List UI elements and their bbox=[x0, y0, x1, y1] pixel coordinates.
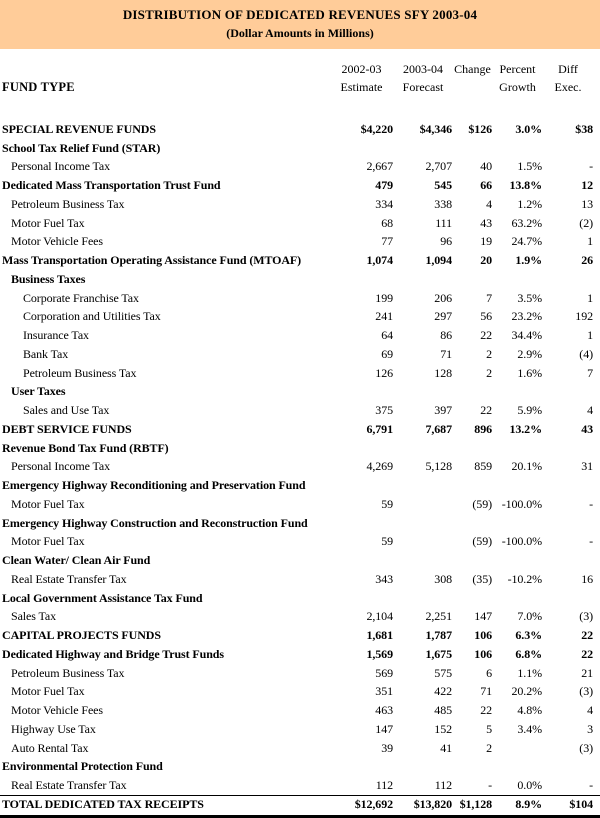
table-row bbox=[0, 533, 600, 552]
cell-change: 106 bbox=[474, 646, 492, 661]
cell-percent-growth: 1.1% bbox=[517, 665, 542, 680]
cell-estimate: 463 bbox=[375, 703, 393, 718]
cell-percent-growth: -100.0% bbox=[501, 534, 542, 549]
cell-percent-growth: 24.7% bbox=[511, 234, 542, 249]
row-label: Insurance Tax bbox=[23, 328, 89, 343]
cell-change: 4 bbox=[486, 196, 492, 211]
cell-change: 106 bbox=[474, 628, 492, 643]
table-row bbox=[0, 683, 600, 702]
col-header-line2: Estimate bbox=[340, 80, 383, 94]
cell-percent-growth: 1.5% bbox=[517, 159, 542, 174]
col-header-diff-exec bbox=[543, 60, 598, 96]
cell-diff-exec: 43 bbox=[581, 421, 593, 436]
row-label: Dedicated Mass Transportation Trust Fund bbox=[2, 178, 221, 193]
row-label: Corporate Franchise Tax bbox=[23, 290, 139, 305]
cell-estimate: 59 bbox=[381, 534, 393, 549]
cell-diff-exec: 1 bbox=[587, 290, 593, 305]
table-row bbox=[0, 795, 600, 814]
data-table bbox=[0, 120, 600, 814]
row-label: Mass Transportation Operating Assistance Fund (MTOAF) bbox=[2, 253, 302, 268]
cell-estimate: 375 bbox=[375, 403, 393, 418]
cell-diff-exec: - bbox=[589, 159, 593, 174]
cell-forecast: 152 bbox=[434, 721, 452, 736]
cell-percent-growth: 34.4% bbox=[511, 328, 542, 343]
row-label: User Taxes bbox=[11, 384, 66, 399]
table-row bbox=[0, 308, 600, 327]
fund-type-header: FUND TYPE bbox=[2, 80, 75, 94]
cell-forecast: 485 bbox=[434, 703, 452, 718]
cell-diff-exec: 22 bbox=[581, 646, 593, 661]
table-row bbox=[0, 158, 600, 177]
cell-forecast: 422 bbox=[434, 684, 452, 699]
cell-diff-exec: (3) bbox=[579, 740, 593, 755]
row-label: Highway Use Tax bbox=[11, 721, 96, 736]
cell-percent-growth: 1.6% bbox=[517, 365, 542, 380]
table-row bbox=[0, 551, 600, 570]
cell-percent-growth: 3.5% bbox=[517, 290, 542, 305]
cell-percent-growth: 20.1% bbox=[511, 459, 542, 474]
cell-diff-exec: - bbox=[589, 778, 593, 793]
cell-change: 859 bbox=[474, 459, 492, 474]
cell-forecast: 1,675 bbox=[425, 646, 452, 661]
table-row bbox=[0, 139, 600, 158]
cell-change: 147 bbox=[474, 609, 492, 624]
cell-change: 5 bbox=[486, 721, 492, 736]
cell-forecast: 338 bbox=[434, 196, 452, 211]
cell-percent-growth: 7.0% bbox=[517, 609, 542, 624]
cell-diff-exec: 13 bbox=[581, 196, 593, 211]
col-header-line1: 2002-03 bbox=[341, 62, 382, 76]
table-row bbox=[0, 720, 600, 739]
cell-forecast: 111 bbox=[435, 215, 452, 230]
cell-estimate: 4,269 bbox=[366, 459, 393, 474]
cell-change: $126 bbox=[468, 121, 492, 136]
column-headers bbox=[0, 60, 600, 96]
cell-diff-exec: 3 bbox=[587, 721, 593, 736]
cell-percent-growth: 1.9% bbox=[515, 253, 542, 268]
cell-percent-growth: 2.9% bbox=[517, 346, 542, 361]
cell-change: (35) bbox=[472, 571, 492, 586]
table-row bbox=[0, 458, 600, 477]
table-row bbox=[0, 664, 600, 683]
cell-estimate: 64 bbox=[381, 328, 393, 343]
cell-diff-exec: 16 bbox=[581, 571, 593, 586]
row-label: Revenue Bond Tax Fund (RBTF) bbox=[2, 440, 169, 455]
report-title: DISTRIBUTION OF DEDICATED REVENUES SFY 2003-04 bbox=[122, 7, 478, 22]
cell-diff-exec: 21 bbox=[581, 665, 593, 680]
cell-estimate: 2,667 bbox=[366, 159, 393, 174]
cell-diff-exec: 12 bbox=[581, 178, 593, 193]
row-label: Petroleum Business Tax bbox=[11, 665, 125, 680]
table-row bbox=[0, 739, 600, 758]
table-row bbox=[0, 345, 600, 364]
cell-forecast: 71 bbox=[440, 346, 452, 361]
cell-estimate: 479 bbox=[375, 178, 393, 193]
cell-estimate: 112 bbox=[375, 778, 393, 793]
table-row bbox=[0, 420, 600, 439]
table-row bbox=[0, 476, 600, 495]
cell-diff-exec: (4) bbox=[579, 346, 593, 361]
cell-diff-exec: - bbox=[589, 534, 593, 549]
row-label: Motor Fuel Tax bbox=[11, 496, 85, 511]
col-header-line2 bbox=[453, 78, 492, 96]
row-label: Real Estate Transfer Tax bbox=[11, 571, 127, 586]
cell-forecast: 7,687 bbox=[425, 421, 452, 436]
row-label: Environmental Protection Fund bbox=[2, 759, 163, 774]
cell-forecast: $13,820 bbox=[413, 797, 452, 812]
cell-change: 56 bbox=[480, 309, 492, 324]
row-label: Auto Rental Tax bbox=[11, 740, 89, 755]
table-row bbox=[0, 701, 600, 720]
row-label: Local Government Assistance Tax Fund bbox=[2, 590, 203, 605]
cell-percent-growth: 6.3% bbox=[515, 628, 542, 643]
cell-estimate: 343 bbox=[375, 571, 393, 586]
cell-change: $1,128 bbox=[459, 797, 492, 812]
row-label: Emergency Highway Reconditioning and Preservation Fund bbox=[2, 478, 306, 493]
cell-forecast: 41 bbox=[440, 740, 452, 755]
row-label: CAPITAL PROJECTS FUNDS bbox=[2, 628, 161, 643]
cell-estimate: $12,692 bbox=[354, 797, 393, 812]
cell-forecast: 2,251 bbox=[425, 609, 452, 624]
table-row bbox=[0, 776, 600, 795]
table-row bbox=[0, 626, 600, 645]
col-header-estimate bbox=[330, 60, 394, 96]
row-label: Sales Tax bbox=[11, 609, 57, 624]
row-label: Corporation and Utilities Tax bbox=[23, 309, 161, 324]
cell-diff-exec: (3) bbox=[579, 684, 593, 699]
table-row bbox=[0, 401, 600, 420]
table-row bbox=[0, 176, 600, 195]
col-header-percent-growth bbox=[493, 60, 543, 96]
row-label: Real Estate Transfer Tax bbox=[11, 778, 127, 793]
cell-percent-growth: -100.0% bbox=[501, 496, 542, 511]
cell-forecast: 206 bbox=[434, 290, 452, 305]
cell-percent-growth: -10.2% bbox=[507, 571, 542, 586]
table-row bbox=[0, 383, 600, 402]
row-label: Motor Fuel Tax bbox=[11, 684, 85, 699]
cell-forecast: 5,128 bbox=[425, 459, 452, 474]
cell-forecast: 397 bbox=[434, 403, 452, 418]
cell-change: 66 bbox=[480, 178, 492, 193]
row-label: School Tax Relief Fund (STAR) bbox=[2, 140, 161, 155]
col-header-line2: Growth bbox=[499, 80, 536, 94]
cell-diff-exec: $104 bbox=[569, 797, 593, 812]
cell-percent-growth: 4.8% bbox=[517, 703, 542, 718]
cell-estimate: $4,220 bbox=[360, 121, 393, 136]
cell-estimate: 569 bbox=[375, 665, 393, 680]
cell-estimate: 334 bbox=[375, 196, 393, 211]
cell-forecast: 2,707 bbox=[425, 159, 452, 174]
row-label: Sales and Use Tax bbox=[23, 403, 110, 418]
table-row bbox=[0, 289, 600, 308]
cell-estimate: 147 bbox=[375, 721, 393, 736]
row-label: SPECIAL REVENUE FUNDS bbox=[2, 121, 156, 136]
table-row bbox=[0, 608, 600, 627]
cell-forecast: 575 bbox=[434, 665, 452, 680]
title-band bbox=[0, 0, 600, 49]
table-row bbox=[0, 214, 600, 233]
cell-diff-exec: 7 bbox=[587, 365, 593, 380]
cell-change: 22 bbox=[480, 328, 492, 343]
cell-estimate: 77 bbox=[381, 234, 393, 249]
report-subtitle: (Dollar Amounts in Millions) bbox=[226, 26, 374, 40]
row-label: TOTAL DEDICATED TAX RECEIPTS bbox=[2, 797, 204, 812]
row-label: Petroleum Business Tax bbox=[11, 196, 125, 211]
cell-percent-growth: 23.2% bbox=[511, 309, 542, 324]
cell-estimate: 6,791 bbox=[366, 421, 393, 436]
row-label: Motor Vehicle Fees bbox=[11, 234, 103, 249]
cell-percent-growth: 5.9% bbox=[517, 403, 542, 418]
cell-estimate: 39 bbox=[381, 740, 393, 755]
cell-percent-growth: 63.2% bbox=[511, 215, 542, 230]
table-row bbox=[0, 326, 600, 345]
cell-diff-exec: 1 bbox=[587, 234, 593, 249]
cell-estimate: 68 bbox=[381, 215, 393, 230]
row-label: Petroleum Business Tax bbox=[23, 365, 137, 380]
cell-diff-exec: 31 bbox=[581, 459, 593, 474]
cell-change: 7 bbox=[486, 290, 492, 305]
cell-change: (59) bbox=[472, 496, 492, 511]
table-row bbox=[0, 570, 600, 589]
col-header-line1: Percent bbox=[499, 62, 536, 76]
cell-change: 2 bbox=[486, 365, 492, 380]
col-header-change bbox=[453, 60, 493, 96]
cell-percent-growth: 3.4% bbox=[517, 721, 542, 736]
col-header-line2: Exec. bbox=[554, 80, 582, 94]
cell-percent-growth: 0.0% bbox=[517, 778, 542, 793]
cell-change: - bbox=[488, 778, 492, 793]
cell-estimate: 1,074 bbox=[366, 253, 393, 268]
cell-change: (59) bbox=[472, 534, 492, 549]
cell-forecast: $4,346 bbox=[419, 121, 452, 136]
cell-diff-exec: (3) bbox=[579, 609, 593, 624]
cell-forecast: 112 bbox=[434, 778, 452, 793]
row-label: Clean Water/ Clean Air Fund bbox=[2, 553, 151, 568]
cell-diff-exec: 192 bbox=[575, 309, 593, 324]
cell-estimate: 59 bbox=[381, 496, 393, 511]
row-label: Motor Fuel Tax bbox=[11, 215, 85, 230]
cell-percent-growth: 6.8% bbox=[515, 646, 542, 661]
row-label: Motor Vehicle Fees bbox=[11, 703, 103, 718]
cell-change: 2 bbox=[486, 346, 492, 361]
table-bottom-rule bbox=[0, 815, 600, 818]
cell-forecast: 1,094 bbox=[425, 253, 452, 268]
cell-percent-growth: 13.8% bbox=[509, 178, 542, 193]
row-label: Dedicated Highway and Bridge Trust Funds bbox=[2, 646, 224, 661]
cell-diff-exec: 26 bbox=[581, 253, 593, 268]
row-label: Motor Fuel Tax bbox=[11, 534, 85, 549]
table-row bbox=[0, 439, 600, 458]
row-label: Business Taxes bbox=[11, 271, 86, 286]
cell-forecast: 297 bbox=[434, 309, 452, 324]
table-row bbox=[0, 645, 600, 664]
cell-estimate: 126 bbox=[375, 365, 393, 380]
cell-forecast: 128 bbox=[434, 365, 452, 380]
cell-estimate: 1,681 bbox=[366, 628, 393, 643]
cell-change: 22 bbox=[480, 703, 492, 718]
col-header-line1: Change bbox=[454, 62, 491, 76]
cell-estimate: 2,104 bbox=[366, 609, 393, 624]
table-row bbox=[0, 270, 600, 289]
cell-change: 22 bbox=[480, 403, 492, 418]
table-row bbox=[0, 195, 600, 214]
cell-estimate: 1,569 bbox=[366, 646, 393, 661]
col-header-forecast bbox=[394, 60, 453, 96]
table-row bbox=[0, 758, 600, 777]
table-row bbox=[0, 514, 600, 533]
row-label: DEBT SERVICE FUNDS bbox=[2, 421, 132, 436]
cell-diff-exec: (2) bbox=[579, 215, 593, 230]
cell-estimate: 351 bbox=[375, 684, 393, 699]
cell-change: 71 bbox=[480, 684, 492, 699]
cell-estimate: 241 bbox=[375, 309, 393, 324]
cell-estimate: 199 bbox=[375, 290, 393, 305]
row-label: Emergency Highway Construction and Reconstruction Fund bbox=[2, 515, 308, 530]
table-row bbox=[0, 589, 600, 608]
cell-percent-growth: 3.0% bbox=[515, 121, 542, 136]
cell-change: 6 bbox=[486, 665, 492, 680]
table-row bbox=[0, 251, 600, 270]
cell-forecast: 1,787 bbox=[425, 628, 452, 643]
cell-change: 19 bbox=[480, 234, 492, 249]
cell-forecast: 545 bbox=[434, 178, 452, 193]
row-label: Bank Tax bbox=[23, 346, 69, 361]
cell-change: 896 bbox=[474, 421, 492, 436]
table-row bbox=[0, 233, 600, 252]
col-header-line1: 2003-04 bbox=[403, 62, 443, 76]
col-header-line2: Forecast bbox=[402, 80, 444, 94]
cell-change: 20 bbox=[480, 253, 492, 268]
table-row bbox=[0, 495, 600, 514]
cell-percent-growth: 13.2% bbox=[509, 421, 542, 436]
cell-diff-exec: 4 bbox=[587, 403, 593, 418]
cell-estimate: 69 bbox=[381, 346, 393, 361]
cell-diff-exec: - bbox=[589, 496, 593, 511]
row-label: Personal Income Tax bbox=[11, 159, 111, 174]
cell-forecast: 308 bbox=[434, 571, 452, 586]
cell-forecast: 96 bbox=[440, 234, 452, 249]
table-row bbox=[0, 120, 600, 139]
cell-change: 2 bbox=[486, 740, 492, 755]
cell-percent-growth: 1.2% bbox=[517, 196, 542, 211]
row-label: Personal Income Tax bbox=[11, 459, 111, 474]
cell-diff-exec: $38 bbox=[575, 121, 593, 136]
table-row bbox=[0, 364, 600, 383]
cell-change: 43 bbox=[480, 215, 492, 230]
cell-percent-growth: 8.9% bbox=[515, 797, 542, 812]
cell-percent-growth: 20.2% bbox=[511, 684, 542, 699]
cell-forecast: 86 bbox=[440, 328, 452, 343]
cell-change: 40 bbox=[480, 159, 492, 174]
cell-diff-exec: 1 bbox=[587, 328, 593, 343]
cell-diff-exec: 4 bbox=[587, 703, 593, 718]
cell-diff-exec: 22 bbox=[581, 628, 593, 643]
col-header-line1: Diff bbox=[558, 62, 578, 76]
